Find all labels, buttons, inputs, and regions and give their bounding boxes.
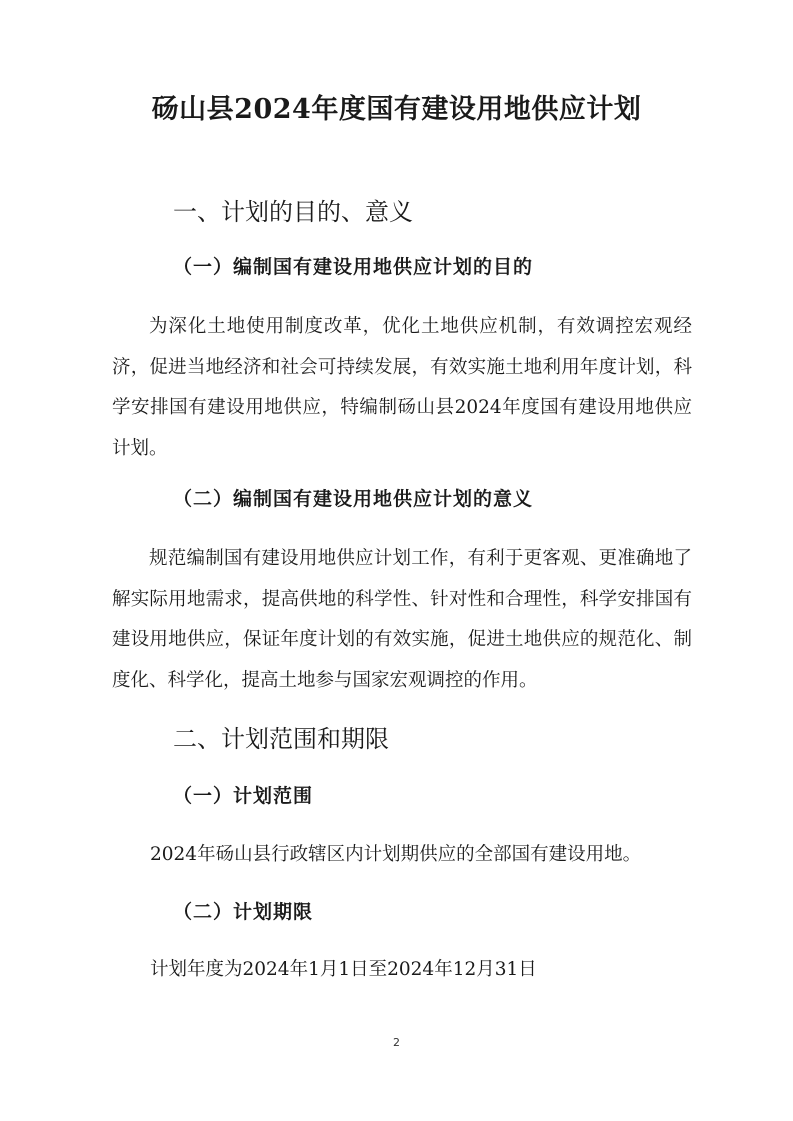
section-heading-purpose: 一、计划的目的、意义 xyxy=(173,198,413,226)
paragraph-significance: 规范编制国有建设用地供应计划工作，有利于更客观、更准确地了解实际用地需求，提高供地的科学性、针对性和合理性，科学安排国有建设用地供应，保证年度计划的有效实施，促进土地供应的规范化、制度化、科学化，提高土地参与国家宏观调控的作用。 xyxy=(112,548,692,691)
document-title: 砀山县2024年度国有建设用地供应计划 xyxy=(151,94,642,125)
subsection-heading-period: （二）计划期限 xyxy=(173,901,314,923)
paragraph-period: 计划年度为2024年1月1日至2024年12月31日 xyxy=(150,959,537,980)
paragraph-purpose: 为深化土地使用制度改革，优化土地供应机制，有效调控宏观经济，促进当地经济和社会可持续发展，有效实施土地利用年度计划，科学安排国有建设用地供应，特编制砀山县2024年度国有建设用地供应计划。 xyxy=(112,316,692,459)
paragraph-scope: 2024年砀山县行政辖区内计划期供应的全部国有建设用地。 xyxy=(150,844,642,865)
section-heading-scope-period: 二、计划范围和期限 xyxy=(173,725,389,753)
page-number: 2 xyxy=(393,1036,400,1049)
subsection-heading-significance: （二）编制国有建设用地供应计划的意义 xyxy=(173,488,534,510)
subsection-heading-purpose: （一）编制国有建设用地供应计划的目的 xyxy=(173,256,534,278)
subsection-heading-scope: （一）计划范围 xyxy=(173,785,314,807)
